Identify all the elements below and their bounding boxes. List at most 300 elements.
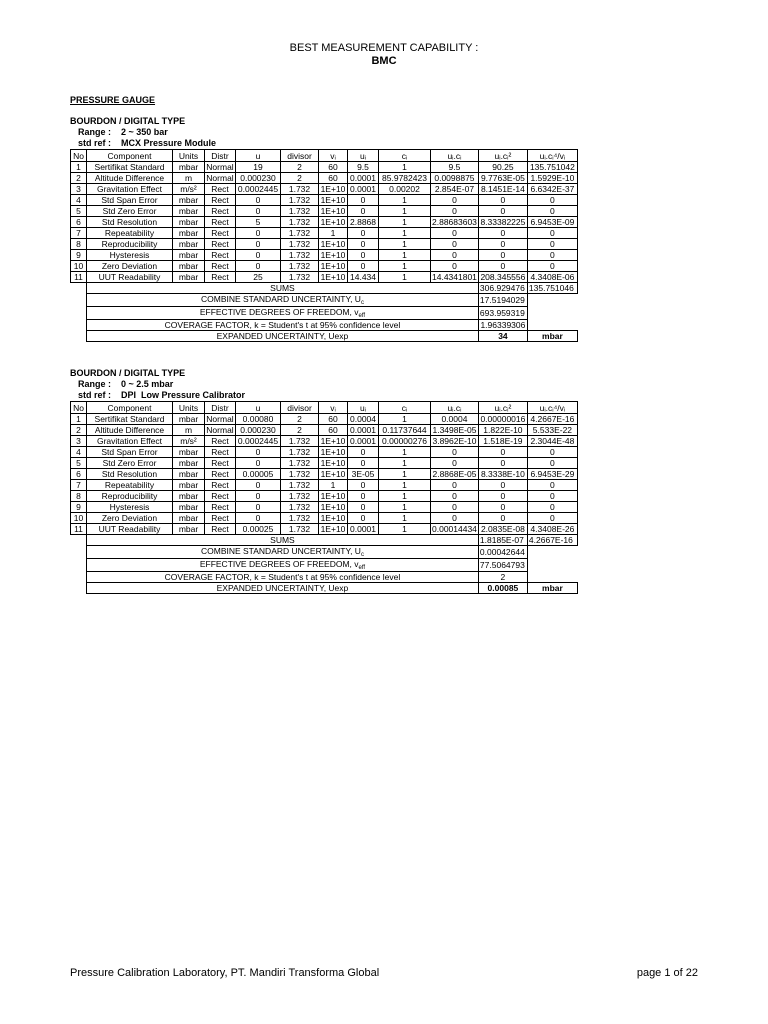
- page-title: BEST MEASUREMENT CAPABILITY :: [289, 42, 479, 54]
- table-cell: 0: [236, 228, 281, 239]
- sums-row: [71, 535, 578, 546]
- column-header: uᵢ.cᵢ²: [478, 402, 527, 414]
- table-cell: 0: [527, 239, 577, 250]
- column-header: uᵢ.cᵢ: [431, 402, 479, 414]
- table-cell: 0: [527, 480, 577, 491]
- table-cell: 0.00080: [236, 414, 281, 425]
- table-cell: 1: [379, 458, 431, 469]
- table-cell: 0: [431, 195, 479, 206]
- table-cell: 1: [379, 261, 431, 272]
- dof-label-sub: eff: [358, 313, 366, 319]
- table-cell: 60: [319, 173, 348, 184]
- table-cell: mbar: [173, 228, 205, 239]
- table-cell: Repeatability: [87, 228, 173, 239]
- table-cell: 0.0001: [348, 184, 379, 195]
- table-cell: mbar: [173, 162, 205, 173]
- table-cell: 0.0001: [348, 425, 379, 436]
- table-cell: 1.3498E-05: [432, 425, 477, 435]
- table-cell: 0: [527, 206, 577, 217]
- table-cell: 3: [71, 184, 87, 195]
- table-cell: 135.751042: [527, 162, 577, 173]
- table-cell: Std Span Error: [87, 447, 173, 458]
- table-cell: 2: [281, 414, 319, 425]
- table-row: [71, 513, 578, 524]
- table-cell: 1.732: [281, 206, 319, 217]
- table-cell: 60: [319, 162, 348, 173]
- sums-value: 1.8185E-07: [478, 535, 527, 546]
- table-row: [71, 272, 578, 283]
- table-row: [71, 239, 578, 250]
- table-cell: 0: [236, 480, 281, 491]
- table-cell: 8.33382225: [478, 217, 527, 228]
- table-cell: 0: [478, 195, 527, 206]
- expanded-row: [71, 331, 578, 342]
- expanded-row: [71, 583, 578, 594]
- footer-page-number: page 1 of 22: [636, 967, 698, 979]
- table-cell: 6.6342E-37: [527, 184, 577, 195]
- table-cell: Zero Deviation: [87, 261, 173, 272]
- table-cell: 1: [379, 513, 431, 524]
- table-cell: 0: [478, 261, 527, 272]
- table-cell: 10: [71, 513, 87, 524]
- table-cell: 4: [71, 195, 87, 206]
- table-cell: m/s²: [173, 436, 205, 447]
- combine-label-text: COMBINE STANDARD UNCERTAINTY, U: [200, 294, 361, 304]
- table-cell: 1E+10: [319, 217, 348, 228]
- table-cell: mbar: [173, 239, 205, 250]
- table-row: [71, 469, 578, 480]
- column-header: vᵢ: [319, 402, 348, 414]
- table-cell: 4.2667E-16: [527, 414, 577, 425]
- table-cell: mbar: [173, 272, 205, 283]
- table-cell: 0: [527, 458, 577, 469]
- table-cell: 0: [478, 480, 527, 491]
- column-header: Component: [87, 150, 173, 162]
- table-cell: 0: [236, 206, 281, 217]
- dof-value: 77.5064793: [478, 559, 527, 572]
- table-cell: Rect: [205, 239, 236, 250]
- table-cell: 19: [236, 162, 281, 173]
- table-cell: 2.0835E-08: [478, 524, 527, 535]
- table-cell: 0: [431, 458, 479, 469]
- column-header: Units: [173, 402, 205, 414]
- table-cell: 3E-05: [348, 469, 379, 480]
- column-header: Units: [173, 150, 205, 162]
- combine-row: [71, 546, 578, 559]
- table-cell: 1.732: [281, 491, 319, 502]
- table-cell: 5: [71, 458, 87, 469]
- expanded-unit: mbar: [527, 331, 577, 342]
- combine-label-sub: c: [360, 552, 364, 558]
- std-ref-line: std ref : MCX Pressure Module: [78, 138, 217, 148]
- expanded-label: EXPANDED UNCERTAINTY, Uexp: [87, 331, 479, 342]
- column-header: cᵢ: [379, 150, 431, 162]
- combine-value: 0.00042644: [478, 546, 527, 559]
- table-cell: mbar: [173, 480, 205, 491]
- table-cell: Sertifikat Standard: [87, 162, 173, 173]
- combine-label-sub: c: [360, 300, 364, 306]
- table-cell: 1.732: [281, 513, 319, 524]
- table-header-row: [71, 402, 578, 414]
- table-cell: 1.732: [281, 195, 319, 206]
- table-cell: Reproducibility: [87, 491, 173, 502]
- table-cell: 1: [319, 480, 348, 491]
- table-cell: Std Zero Error: [87, 458, 173, 469]
- column-header: uᵢ.cᵢ²: [478, 150, 527, 162]
- table-row: [71, 184, 578, 195]
- table-cell: 0.00202: [379, 184, 431, 195]
- table-cell: 0: [431, 502, 479, 513]
- table-cell: 0: [431, 261, 479, 272]
- table-cell: 0: [478, 239, 527, 250]
- column-header: Distr: [205, 150, 236, 162]
- table-row: [71, 206, 578, 217]
- table-cell: 1E+10: [319, 502, 348, 513]
- table-cell: 0.00000016: [478, 414, 527, 425]
- table-cell: 0: [431, 480, 479, 491]
- table-cell: Rect: [205, 184, 236, 195]
- table-cell: 0.00005: [236, 469, 281, 480]
- table-row: [71, 524, 578, 535]
- table-cell: 0.0002445: [236, 184, 281, 195]
- table-cell: 1: [379, 228, 431, 239]
- table-cell: 0: [527, 502, 577, 513]
- table-cell: 0: [236, 447, 281, 458]
- footer-lab-name: Pressure Calibration Laboratory, PT. Mandiri Transforma Global: [70, 967, 380, 979]
- coverage-label: COVERAGE FACTOR, k = Student's t at 95% confidence level: [87, 320, 479, 331]
- table-cell: mbar: [173, 458, 205, 469]
- table-cell: 0: [348, 447, 379, 458]
- table-cell: 0: [348, 228, 379, 239]
- table-cell: 0: [431, 206, 479, 217]
- table-cell: 2: [281, 425, 319, 436]
- block-type: BOURDON / DIGITAL TYPE: [70, 116, 186, 126]
- table-cell: mbar: [173, 414, 205, 425]
- table-cell: 2: [281, 173, 319, 184]
- table-cell: 0: [527, 195, 577, 206]
- table-cell: Rect: [205, 206, 236, 217]
- table-cell: Repeatability: [87, 480, 173, 491]
- combine-label: [87, 546, 479, 559]
- table-cell: 0: [348, 491, 379, 502]
- table-cell: 2.88683603: [432, 217, 477, 227]
- table-cell: 0: [348, 261, 379, 272]
- table-cell: 0: [527, 447, 577, 458]
- table-cell: 14.434: [348, 272, 379, 283]
- table-cell: 0: [478, 206, 527, 217]
- coverage-label: COVERAGE FACTOR, k = Student's t at 95% confidence level: [87, 572, 479, 583]
- table-cell: 1.5929E-10: [527, 173, 577, 184]
- table-cell: 3: [71, 436, 87, 447]
- table-cell: Sertifikat Standard: [87, 414, 173, 425]
- table-cell: 1: [379, 239, 431, 250]
- table-cell: 0: [348, 206, 379, 217]
- combine-label: [87, 294, 479, 307]
- table-cell: 0: [478, 458, 527, 469]
- table-cell: 85.9782423: [379, 173, 431, 184]
- table-cell: 8: [71, 239, 87, 250]
- table-cell: 0: [236, 502, 281, 513]
- table-row: [71, 458, 578, 469]
- table-cell: 14.4341801: [432, 272, 477, 282]
- table-cell: 1E+10: [319, 250, 348, 261]
- column-header: vᵢ: [319, 150, 348, 162]
- table-cell: 1.732: [281, 228, 319, 239]
- table-row: [71, 425, 578, 436]
- table-cell: m/s²: [173, 184, 205, 195]
- table-row: [71, 447, 578, 458]
- table-cell: 1: [379, 195, 431, 206]
- column-header: Distr: [205, 402, 236, 414]
- table-cell: 0: [527, 228, 577, 239]
- table-cell: 2.8868E-05: [432, 469, 477, 479]
- dof-value: 693.959319: [478, 307, 527, 320]
- table-cell: mbar: [173, 469, 205, 480]
- table-cell: 1: [379, 414, 431, 425]
- table-cell: 1: [379, 447, 431, 458]
- table-cell: 25: [236, 272, 281, 283]
- table-cell: UUT Readability: [87, 272, 173, 283]
- table-cell: 1E+10: [319, 184, 348, 195]
- table-cell: Rect: [205, 272, 236, 283]
- table-cell: Altitude Difference: [87, 425, 173, 436]
- table-cell: 0: [527, 250, 577, 261]
- table-cell: 5: [71, 206, 87, 217]
- table-row: [71, 491, 578, 502]
- table-cell: 0.00000276: [379, 436, 431, 447]
- table-cell: 0: [478, 502, 527, 513]
- table-cell: 1.732: [281, 261, 319, 272]
- table-row: [71, 173, 578, 184]
- table-cell: mbar: [173, 447, 205, 458]
- table-cell: 1: [71, 162, 87, 173]
- table-cell: 1.732: [281, 250, 319, 261]
- table-cell: Hysteresis: [87, 502, 173, 513]
- table-cell: 1E+10: [319, 206, 348, 217]
- table-cell: 0: [348, 239, 379, 250]
- table-cell: mbar: [173, 195, 205, 206]
- table-cell: 1.732: [281, 502, 319, 513]
- dof-label: [87, 307, 479, 320]
- table-cell: Rect: [205, 502, 236, 513]
- table-cell: 0: [236, 261, 281, 272]
- table-cell: 1E+10: [319, 491, 348, 502]
- table-cell: 1.732: [281, 447, 319, 458]
- table-cell: Rect: [205, 491, 236, 502]
- table-row: [71, 480, 578, 491]
- sums-label: SUMS: [87, 535, 479, 546]
- table-cell: 4.3408E-26: [527, 524, 577, 535]
- table-cell: 0: [527, 261, 577, 272]
- table-cell: UUT Readability: [87, 524, 173, 535]
- table-cell: 0: [236, 239, 281, 250]
- table-cell: mbar: [173, 261, 205, 272]
- table-cell: 1E+10: [319, 261, 348, 272]
- table-cell: 1.822E-10: [478, 425, 527, 436]
- table-row: [71, 502, 578, 513]
- table-cell: 2: [71, 173, 87, 184]
- dof-label-text: EFFECTIVE DEGREES OF FREEDOM, v: [199, 559, 359, 569]
- table-row: [71, 228, 578, 239]
- std-ref-line: std ref : DPI Low Pressure Calibrator: [78, 390, 246, 400]
- table-cell: 9.5: [348, 162, 379, 173]
- table-cell: 0: [478, 250, 527, 261]
- table-cell: 1: [379, 162, 431, 173]
- table-header-row: [71, 150, 578, 162]
- table-cell: 1.732: [281, 436, 319, 447]
- table-cell: Hysteresis: [87, 250, 173, 261]
- table-cell: mbar: [173, 217, 205, 228]
- expanded-unit: mbar: [527, 583, 577, 594]
- column-header: uᵢ.cᵢ⁴/vᵢ: [527, 402, 577, 414]
- column-header: divisor: [281, 402, 319, 414]
- combine-label-text: COMBINE STANDARD UNCERTAINTY, U: [200, 546, 361, 556]
- combine-value: 17.5194029: [478, 294, 527, 307]
- table-cell: 1: [379, 469, 431, 480]
- table-cell: 6: [71, 469, 87, 480]
- table-cell: 0: [527, 513, 577, 524]
- table-cell: 0: [348, 195, 379, 206]
- sums-value: 135.751046: [527, 283, 577, 294]
- table-cell: 0.0004: [431, 414, 479, 425]
- table-cell: Gravitation Effect: [87, 436, 173, 447]
- table-cell: 0: [478, 513, 527, 524]
- range-line: Range : 0 ~ 2.5 mbar: [78, 379, 174, 389]
- uncertainty-table: [70, 149, 578, 342]
- table-cell: 0.0098875: [431, 173, 479, 184]
- table-cell: 1E+10: [319, 436, 348, 447]
- table-cell: 1E+10: [319, 513, 348, 524]
- table-cell: 60: [319, 425, 348, 436]
- table-cell: m: [173, 173, 205, 184]
- table-row: [71, 250, 578, 261]
- table-cell: Rect: [205, 458, 236, 469]
- table-cell: 8: [71, 491, 87, 502]
- table-cell: Rect: [205, 480, 236, 491]
- table-cell: 0.00014434: [432, 524, 477, 534]
- table-cell: 0.0001: [348, 173, 379, 184]
- table-cell: Rect: [205, 228, 236, 239]
- table-cell: 1.732: [281, 469, 319, 480]
- table-cell: 0: [236, 195, 281, 206]
- section-heading: PRESSURE GAUGE: [70, 95, 156, 105]
- table-cell: Reproducibility: [87, 239, 173, 250]
- coverage-value: 1.96339306: [478, 320, 527, 331]
- table-cell: 5.533E-22: [527, 425, 577, 436]
- sums-value: 4.2667E-16: [527, 535, 577, 546]
- table-cell: 7: [71, 480, 87, 491]
- table-cell: Normal: [206, 414, 234, 424]
- table-cell: Normal: [206, 162, 234, 172]
- table-cell: Rect: [205, 250, 236, 261]
- coverage-row: [71, 572, 578, 583]
- table-cell: 1: [379, 502, 431, 513]
- table-cell: 0.11737644: [379, 425, 431, 436]
- table-cell: 1.732: [281, 239, 319, 250]
- table-cell: Std Zero Error: [87, 206, 173, 217]
- table-cell: Rect: [205, 195, 236, 206]
- table-cell: Normal: [206, 173, 234, 183]
- table-cell: 2: [281, 162, 319, 173]
- table-cell: 6.9453E-29: [527, 469, 577, 480]
- table-cell: 3.8962E-10: [432, 436, 477, 446]
- table-cell: 0: [348, 513, 379, 524]
- table-cell: 1.732: [281, 217, 319, 228]
- column-header: uᵢ.cᵢ: [431, 150, 479, 162]
- table-cell: Zero Deviation: [87, 513, 173, 524]
- column-header: Component: [87, 402, 173, 414]
- table-cell: 9.5: [431, 162, 479, 173]
- table-cell: 1.518E-19: [478, 436, 527, 447]
- block-type: BOURDON / DIGITAL TYPE: [70, 368, 186, 378]
- table-cell: 2.8868: [348, 217, 379, 228]
- dof-row: [71, 559, 578, 572]
- table-cell: Normal: [206, 425, 234, 435]
- table-cell: 1E+10: [319, 469, 348, 480]
- sums-label: SUMS: [87, 283, 479, 294]
- table-cell: mbar: [173, 250, 205, 261]
- table-cell: 0: [431, 228, 479, 239]
- table-cell: 0: [348, 502, 379, 513]
- table-cell: 0.000230: [236, 425, 281, 436]
- table-cell: 0: [348, 250, 379, 261]
- table-cell: mbar: [173, 524, 205, 535]
- table-cell: 0.000230: [236, 173, 281, 184]
- table-cell: 4.3408E-06: [527, 272, 577, 283]
- table-cell: 1E+10: [319, 458, 348, 469]
- table-cell: 0.00025: [236, 524, 281, 535]
- column-header: u: [236, 150, 281, 162]
- table-cell: 1.732: [281, 480, 319, 491]
- table-cell: 1.732: [281, 184, 319, 195]
- table-cell: 208.345556: [478, 272, 527, 283]
- table-cell: 1: [379, 480, 431, 491]
- table-cell: 0: [431, 491, 479, 502]
- table-cell: 0.0001: [348, 524, 379, 535]
- table-cell: 1E+10: [319, 272, 348, 283]
- table-cell: 1: [379, 491, 431, 502]
- dof-label: [87, 559, 479, 572]
- column-header: uᵢ: [348, 402, 379, 414]
- table-cell: 11: [71, 524, 87, 535]
- dof-row: [71, 307, 578, 320]
- table-cell: 0: [236, 513, 281, 524]
- table-cell: 0: [348, 480, 379, 491]
- table-cell: mbar: [173, 491, 205, 502]
- table-cell: 0: [431, 250, 479, 261]
- table-cell: Rect: [205, 447, 236, 458]
- bmc-block-1: [70, 116, 601, 342]
- table-cell: Std Resolution: [87, 217, 173, 228]
- expanded-value: 0.00085: [478, 583, 527, 594]
- table-cell: 0: [478, 491, 527, 502]
- table-cell: 60: [319, 414, 348, 425]
- combine-row: [71, 294, 578, 307]
- table-cell: 0: [431, 513, 479, 524]
- table-cell: 1: [379, 206, 431, 217]
- table-cell: 8.1451E-14: [478, 184, 527, 195]
- table-cell: 0: [527, 491, 577, 502]
- table-cell: 1E+10: [319, 447, 348, 458]
- uncertainty-table: [70, 401, 578, 594]
- table-cell: 1: [379, 217, 431, 228]
- table-cell: Rect: [205, 436, 236, 447]
- table-cell: 8.3338E-10: [478, 469, 527, 480]
- table-cell: 9: [71, 250, 87, 261]
- table-cell: 0: [348, 458, 379, 469]
- table-cell: 7: [71, 228, 87, 239]
- table-cell: mbar: [173, 502, 205, 513]
